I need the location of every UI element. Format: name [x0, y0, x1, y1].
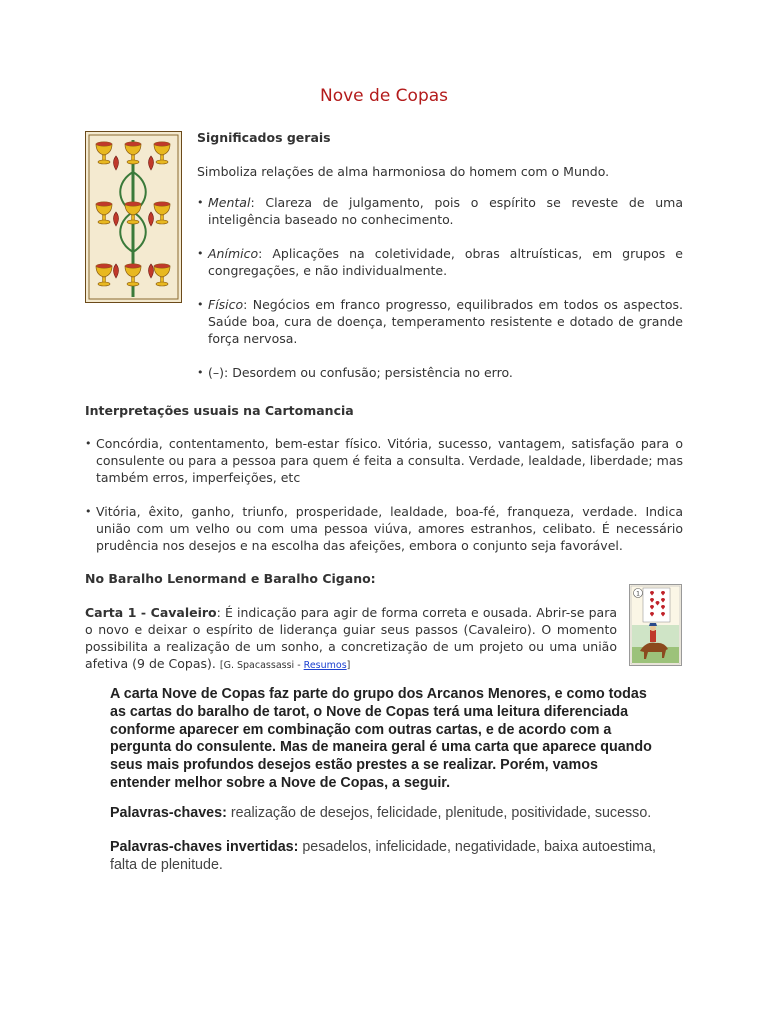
summary-section — [110, 686, 658, 874]
list-item — [197, 296, 683, 347]
general-intro: Simboliza relações de alma harmoniosa do homem com o Mundo. — [197, 164, 610, 179]
bullet-icon: • — [85, 437, 92, 450]
general-meanings-heading: Significados gerais — [197, 130, 331, 145]
item-label: Físico — [208, 297, 244, 312]
source-open: [ — [219, 660, 224, 671]
cartomancy-heading: Interpretações usuais na Cartomancia — [85, 403, 354, 418]
resumos-link[interactable]: Resumos — [303, 660, 347, 671]
inverted-keywords-line — [110, 839, 658, 874]
bullet-icon: • — [197, 196, 204, 209]
list-item — [85, 435, 683, 486]
page-title: Nove de Copas — [319, 86, 449, 106]
keywords-line — [110, 805, 658, 823]
list-item — [197, 364, 683, 381]
nine-of-cups-illustration — [86, 132, 181, 302]
item-text: (–): Desordem ou confusão; persistência no erro. — [208, 365, 513, 380]
item-text: Vitória, êxito, ganho, triunfo, prosperidade, lealdade, boa-fé, franqueza, verdade. Indica união com um velho ou com uma pessoa viúva, amores estranhos, celibato. É necessário prudência nos desejos e na escolha das afeições, embora o conjunto seja favorável. — [96, 504, 683, 553]
bullet-icon: • — [197, 247, 204, 260]
lenormand-paragraph — [85, 604, 617, 674]
lenormand-text: : É indicação para agir de forma correta e ousada. Abrir-se para o novo e deixar o espírito de liderança guiar seus passos (Cavaleiro). O momento possibilita a realização de um sonho, a concretização de um projeto ou uma união afetiva (9 de Copas). — [85, 605, 617, 671]
inverted-keywords-label: Palavras-chaves invertidas: — [110, 839, 299, 856]
bullet-icon: • — [197, 298, 204, 311]
lenormand-card-label: Carta 1 - Cavaleiro — [85, 605, 217, 620]
list-item — [197, 194, 683, 228]
nine-of-cups-card-image — [85, 131, 182, 303]
inverted-keywords-text: pesadelos, infelicidade, negatividade, baixa autoestima, falta de plenitude. — [110, 839, 657, 873]
card-number: 1 — [636, 590, 640, 598]
item-text: : Aplicações na coletividade, obras altruísticas, em grupos e congregações, e não individualmente. — [208, 246, 683, 278]
source-close: ] — [346, 660, 351, 671]
lenormand-rider-card-image — [629, 584, 682, 666]
bullet-icon: • — [197, 366, 204, 379]
summary-paragraph: A carta Nove de Copas faz parte do grupo dos Arcanos Menores, e como todas as cartas do baralho de tarot, o Nove de Copas terá uma leitura diferenciada conforme aparecer em combinação com outras cartas, e de acordo com a pergunta do consulente. Mas de maneira geral é uma carta que aparece quando seus mais profundos desejos estão prestes a se realizar. Porém, vamos entender melhor sobre a Nove de Copas, a seguir. — [110, 686, 652, 791]
lenormand-heading: No Baralho Lenormand e Baralho Cigano: — [85, 571, 376, 586]
item-text: Concórdia, contentamento, bem-estar físico. Vitória, sucesso, vantagem, satisfação para o consulente ou para a pessoa para quem é feita a consulta. Verdade, lealdade, liberdade; mas também erros, imperfeições, etc — [96, 436, 683, 485]
item-text: : Clareza de julgamento, pois o espírito se reveste de uma inteligência baseado no conhecimento. — [208, 195, 683, 227]
keywords-text: realização de desejos, felicidade, plenitude, positividade, sucesso. — [226, 804, 652, 821]
list-item — [85, 503, 683, 554]
item-label: Anímico — [208, 246, 259, 261]
source-citation: G. Spacassassi - — [223, 660, 304, 671]
cartomancy-section — [85, 403, 683, 674]
general-meanings-section — [197, 130, 683, 381]
list-item — [197, 245, 683, 279]
item-text: : Negócios em franco progresso, equilibrados em todos os aspectos. Saúde boa, cura de doença, temperamento resistente e dotado de grande força nervosa. — [208, 297, 683, 346]
item-label: Mental — [208, 195, 251, 210]
keywords-label: Palavras-chaves: — [110, 804, 227, 821]
bullet-icon: • — [85, 505, 92, 518]
